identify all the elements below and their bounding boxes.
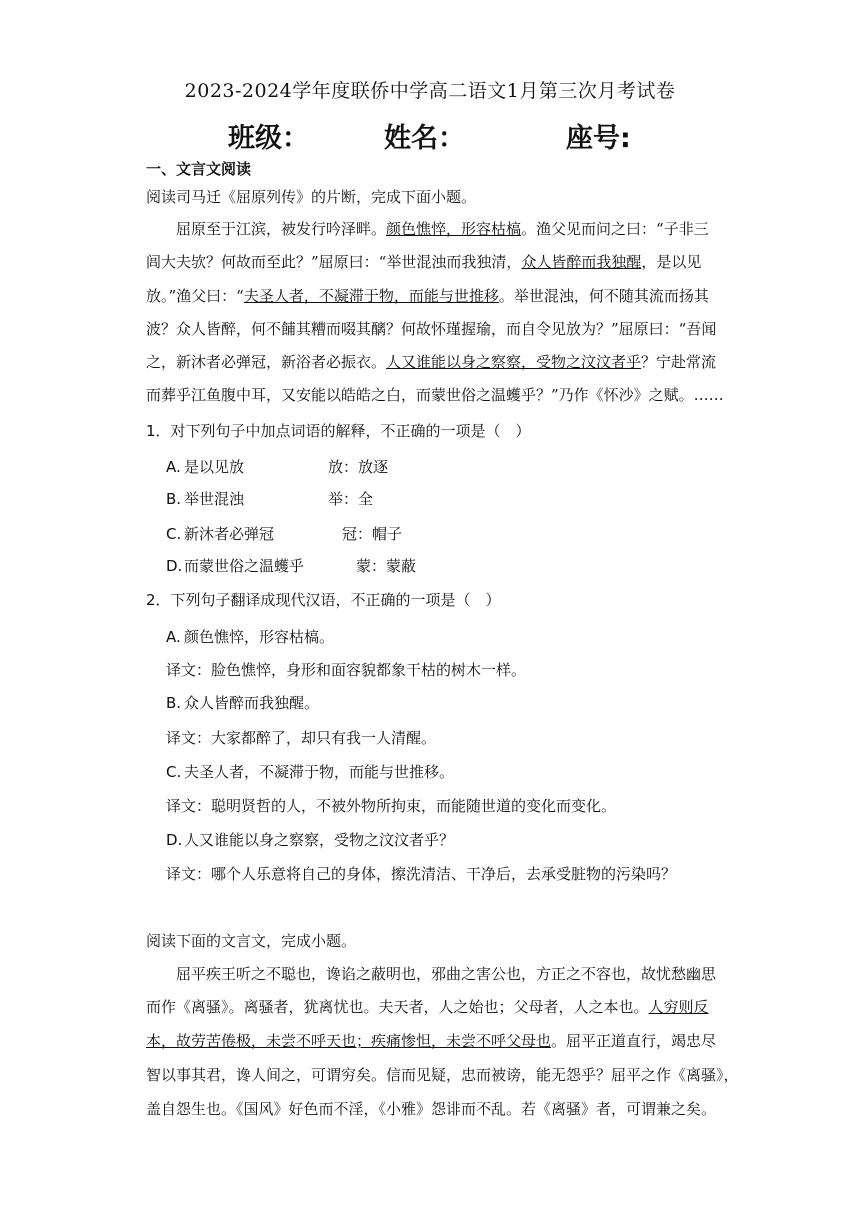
passage2-line: 智以事其君，谗人间之，可谓穷矣。信而见疑，忠而被谤，能无怨乎？屈平之作《离骚》， <box>146 1066 739 1084</box>
question-1-option-a[interactable]: A. 是以见放 放：放逐 <box>166 458 389 476</box>
question-2-translation-a: 译文：脸色憔悴，身形和面容貌都象干枯的树木一样。 <box>166 661 527 679</box>
seat-field-label: 座号: <box>566 123 631 154</box>
passage2-line: 本，故劳苦倦极，未尝不呼天也；疾痛惨怛，未尝不呼父母也。屈平正道直行，竭忠尽 <box>146 1032 717 1050</box>
passage1-line: 闾大夫欤？何故而至此？”屈原曰：“举世混浊而我独清，众人皆醉而我独醒，是以见 <box>146 253 702 271</box>
question-2-option-c[interactable]: C. 夫圣人者，不凝滞于物，而能与世推移。 <box>166 763 455 781</box>
question-2-stem: 2．下列句子翻译成现代汉语，不正确的一项是（ ） <box>146 591 501 609</box>
question-1-stem: 1．对下列句子中加点词语的解释，不正确的一项是（ ） <box>146 422 531 440</box>
question-2-translation-d: 译文：哪个人乐意将自己的身体，擦洗清洁、干净后，去承受脏物的污染吗？ <box>166 865 677 883</box>
passage2-intro: 阅读下面的文言文，完成小题。 <box>146 932 357 950</box>
passage2-line: 而作《离骚》。离骚者，犹离忧也。夫天者，人之始也；父母者，人之本也。人穷则反 <box>146 998 709 1016</box>
section-heading: 一、文言文阅读 <box>146 160 252 178</box>
student-info-fields <box>0 116 860 156</box>
passage1-intro: 阅读司马迁《屈原列传》的片断，完成下面小题。 <box>146 188 477 206</box>
passage1-line: 屈原至于江滨，被发行吟泽畔。颜色憔悴，形容枯槁。渔父见而问之曰：“子非三 <box>176 220 709 238</box>
class-field-label: 班级： <box>228 123 309 154</box>
question-2-option-b[interactable]: B. 众人皆醉而我独醒。 <box>166 694 320 712</box>
question-1-option-c[interactable]: C. 新沐者必弹冠 冠：帽子 <box>166 525 403 543</box>
question-2-option-a[interactable]: A. 颜色憔悴，形容枯槁。 <box>166 628 335 646</box>
question-1-option-b[interactable]: B. 举世混浊 举：全 <box>166 490 374 508</box>
passage1-line: 之，新沐者必弹冠，新浴者必振衣。人又谁能以身之察察，受物之汶汶者乎？宁赴常流 <box>146 353 717 371</box>
exam-title: 2023-2024学年度联侨中学高二语文1月第三次月考试卷 <box>184 80 676 102</box>
passage2-line: 盖自怨生也。《国风》好色而不淫，《小雅》怨诽而不乱。若《离骚》者，可谓兼之矣。 <box>146 1100 717 1118</box>
passage1-line: 而葬乎江鱼腹中耳，又安能以皓皓之白，而蒙世俗之温蠖乎？”乃作《怀沙》之赋。…… <box>146 386 724 404</box>
passage1-line: 波？众人皆醉，何不餔其糟而啜其醨？何故怀瑾握瑜，而自令见放为？”屈原曰：“吾闻 <box>146 320 717 338</box>
name-field-label: 姓名： <box>384 123 465 154</box>
question-2-option-d[interactable]: D. 人又谁能以身之察察，受物之汶汶者乎？ <box>166 831 455 849</box>
passage2-line: 屈平疾王听之不聪也，谗谄之蔽明也，邪曲之害公也，方正之不容也，故忧愁幽思 <box>176 965 717 983</box>
passage1-line: 放。”渔父曰：“夫圣人者，不凝滞于物，而能与世推移。举世混浊，何不随其流而扬其 <box>146 287 709 305</box>
question-2-translation-c: 译文：聪明贤哲的人，不被外物所拘束，而能随世道的变化而变化。 <box>166 797 617 815</box>
question-2-translation-b: 译文：大家都醉了，却只有我一人清醒。 <box>166 729 437 747</box>
question-1-option-d[interactable]: D. 而蒙世俗之温蠖乎 蒙：蒙蔽 <box>166 557 417 575</box>
